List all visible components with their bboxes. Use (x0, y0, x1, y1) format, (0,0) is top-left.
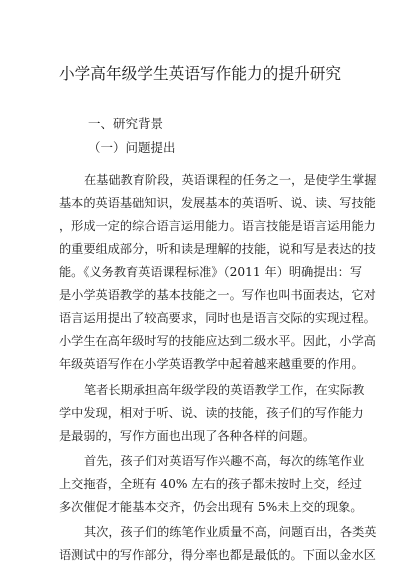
paragraph2-line-2: 学中发现，相对于听、说、读的技能，孩子们的写作能力 (59, 406, 364, 420)
paragraph1-line-3: ，形成一定的综合语言运用能力。语言技能是语言运用能力 (59, 219, 376, 233)
section-heading: 一、研究背景 (88, 116, 164, 131)
paragraph4-line-1: 其次，孩子们的练笔作业质量不高，问题百出，各类英 (84, 525, 377, 539)
paragraph1-line-2: 基本的英语基础知识，发展基本的英语听、说、读、写技能 (59, 196, 376, 210)
paragraph1-line-7: 语言运用提出了较高要求，同时也是语言交际的实现过程。 (59, 311, 376, 325)
paragraph3-line-2: 上交拖沓，全班有 40% 左右的孩子都未按时上交，经过 (59, 477, 362, 491)
paragraph1-line-9: 年级英语写作在小学英语教学中起着越来越重要的作用。 (59, 357, 364, 371)
paragraph4-line-2: 语测试中的写作部分，得分率也都是最低的。下面以金水区 (59, 548, 376, 562)
paragraph1-line-5: 能。《义务教育英语课程标准》（2011 年）明确提出：写 (59, 265, 363, 279)
document-title: 小学高年级学生英语写作能力的提升研究 (58, 64, 342, 83)
paragraph1-line-6: 是小学英语教学的基本技能之一。写作也叫书面表达，它对 (59, 288, 376, 302)
paragraph3-line-1: 首先，孩子们对英语写作兴趣不高，每次的练笔作业 (84, 454, 365, 468)
paragraph1-line-4: 的重要组成部分，听和读是理解的技能，说和写是表达的技 (59, 242, 376, 256)
paragraph2-line-3: 是最弱的，写作方面也出现了各种各样的问题。 (59, 429, 315, 443)
paragraph2-line-1: 笔者长期承担高年级学段的英语教学工作，在实际教 (84, 383, 365, 397)
paragraph1-line-8: 小学生在高年级时写的技能应达到二级水平。因此，小学高 (59, 334, 376, 348)
subsection-heading: （一）问题提出 (88, 140, 176, 155)
paragraph3-line-3: 多次催促才能基本交齐，仍会出现有 5%未上交的现象。 (59, 500, 363, 514)
paragraph1-line-1: 在基础教育阶段，英语课程的任务之一，是使学生掌握 (84, 173, 377, 187)
